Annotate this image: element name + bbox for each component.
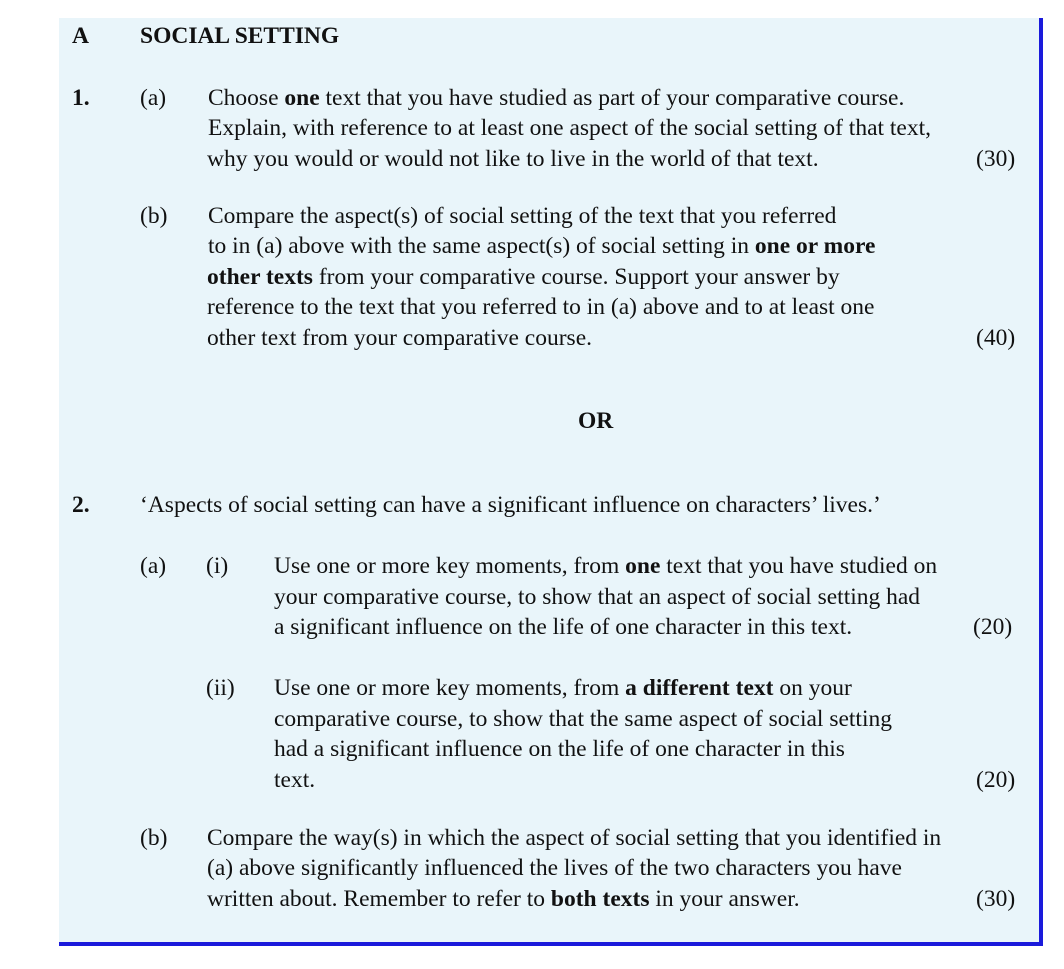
question-2a-ii-line-4: text. (274, 767, 316, 793)
question-1a-line-1: Choose one text that you have studied as part of your comparative course. (208, 85, 905, 111)
question-1b-line-1: Compare the aspect(s) of social setting of the text that you referred (208, 203, 837, 229)
question-1b-line-2: to in (a) above with the same aspect(s) of social setting in one or more (208, 233, 876, 259)
question-1b-marks: (40) (976, 325, 1016, 351)
question-2b-line-2: (a) above significantly influenced the lives of the two characters you have (207, 855, 902, 881)
question-1a-line-3: why you would or would not like to live in the world of that text. (207, 146, 819, 172)
question-2a-i-line-2: your comparative course, to show that an aspect of social setting had (274, 584, 921, 610)
question-2a-ii-marks: (20) (976, 767, 1016, 793)
question-2a-i-line-1: Use one or more key moments, from one text that you have studied on (274, 553, 938, 579)
question-2a-i-marks: (20) (973, 614, 1013, 640)
question-1b-label: (b) (140, 203, 168, 229)
question-2-quote: ‘Aspects of social setting can have a significant influence on characters’ lives.’ (140, 492, 881, 518)
question-2b-line-1: Compare the way(s) in which the aspect of social setting that you identified in (207, 825, 942, 851)
question-2a-ii-line-2: comparative course, to show that the same aspect of social setting (274, 706, 892, 732)
question-1b-line-4: reference to the text that you referred to in (a) above and to at least one (207, 294, 875, 320)
question-2a-ii-line-3: had a significant influence on the life of one character in this (274, 736, 845, 762)
question-2a-ii-line-1: Use one or more key moments, from a different text on your (274, 675, 852, 701)
question-2b-label: (b) (140, 825, 168, 851)
section-title: SOCIAL SETTING (140, 23, 340, 49)
question-1b-line-3: other texts from your comparative course. Support your answer by (207, 264, 840, 290)
question-2a-i-line-3: a significant influence on the life of one character in this text. (274, 614, 853, 640)
section-letter: A (72, 23, 89, 49)
question-2-number: 2. (72, 492, 90, 518)
question-1-number: 1. (72, 85, 90, 111)
question-2b-marks: (30) (976, 886, 1016, 912)
question-2a-i-label: (i) (206, 553, 229, 579)
question-2a-ii-label: (ii) (206, 675, 235, 701)
question-2b-line-3: written about. Remember to refer to both texts in your answer. (207, 886, 800, 912)
question-1a-line-2: Explain, with reference to at least one aspect of the social setting of that text, (208, 115, 932, 141)
question-1b-line-5: other text from your comparative course. (207, 325, 592, 351)
or-divider: OR (578, 408, 614, 434)
question-2a-label: (a) (140, 553, 167, 579)
question-1a-marks: (30) (976, 146, 1016, 172)
question-1a-label: (a) (140, 85, 167, 111)
